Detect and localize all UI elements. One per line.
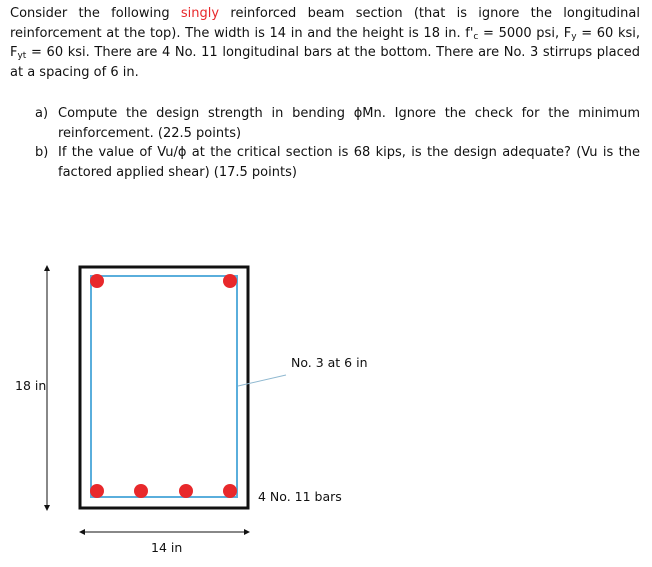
height-label: 18 in bbox=[15, 378, 47, 393]
top-left-bar bbox=[90, 274, 104, 288]
question-a-label: a) bbox=[35, 106, 49, 121]
fy-subscript: y bbox=[571, 31, 577, 42]
fc-subscript: c bbox=[473, 31, 479, 42]
stirrup-label: No. 3 at 6 in bbox=[291, 355, 368, 370]
bars-label: 4 No. 11 bars bbox=[258, 489, 342, 504]
question-b-label: b) bbox=[35, 145, 49, 160]
intro-text-3: = 5000 psi, F bbox=[478, 25, 572, 41]
fyt-subscript: yt bbox=[17, 51, 27, 61]
intro-text-4: = 60 ksi, F bbox=[10, 25, 640, 60]
intro-text-5: = 60 ksi. There are 4 No. 11 longitudinal bars at the bottom. There are No. 3 stirrups placed at a spacing of 6 in. bbox=[10, 45, 640, 80]
beam-outline bbox=[80, 267, 248, 508]
bottom-bar bbox=[223, 484, 237, 498]
highlight-singly: singly bbox=[180, 6, 220, 21]
question-a-text: Compute the design strength in bending ϕMn. Ignore the check for the minimum reinforcement. (22.5 points) bbox=[58, 106, 640, 141]
intro-text-1: Consider the following bbox=[10, 6, 181, 21]
bottom-bar bbox=[179, 484, 193, 498]
width-label: 14 in bbox=[151, 540, 183, 555]
stirrup bbox=[91, 276, 237, 497]
top-right-bar bbox=[223, 274, 237, 288]
bottom-bar bbox=[134, 484, 148, 498]
bottom-bar bbox=[90, 484, 104, 498]
question-b-text: If the value of Vu/ϕ at the critical section is 68 kips, is the design adequate? (Vu is the factored applied shear) (17.5 points) bbox=[58, 145, 640, 180]
intro-text-2: reinforced beam section (that is ignore the longitudinal reinforcement at the top). The width is 14 in and the height is 18 in. f' bbox=[10, 6, 640, 41]
stirrup-leader-line bbox=[238, 375, 286, 386]
